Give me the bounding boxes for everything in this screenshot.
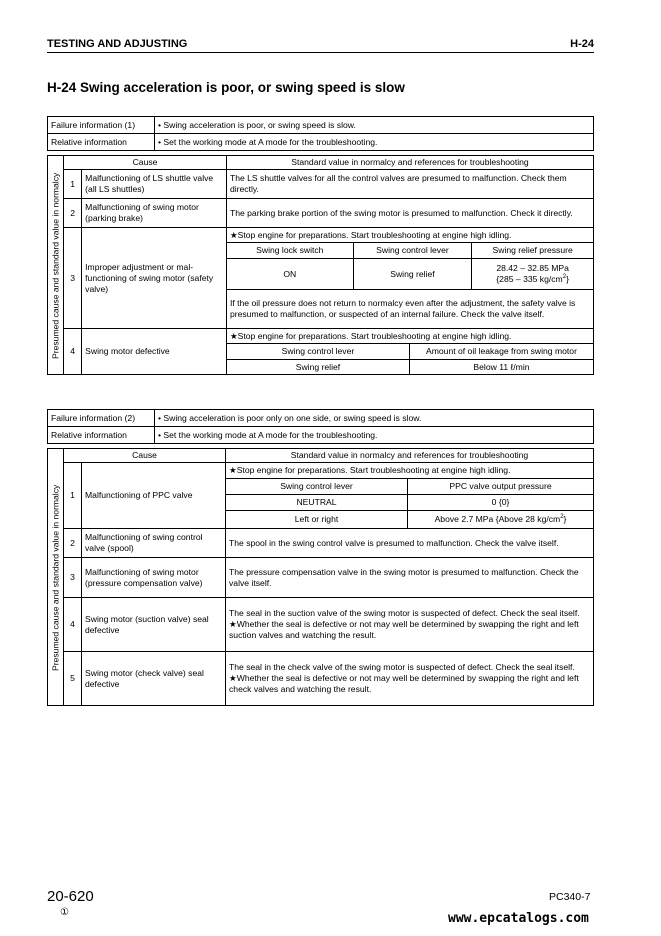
revision-mark: ① [60,907,69,918]
cause-header-2: Cause [64,449,226,463]
cause-cell: Malfunctioning of swing motor (pressure compensation valve) [82,558,226,598]
header-rule [47,52,594,53]
watermark-url: www.epcatalogs.com [448,911,589,926]
col-header: Swing lock switch [226,243,353,259]
value-cell [408,511,594,529]
row-number: 1 [64,463,82,529]
std-cell: The LS shuttle valves for all the control valves are presumed to malfunction. Check them directly. [226,170,593,199]
std-cell [226,652,594,706]
row-number: 4 [64,329,82,375]
failure-label-1: Failure information (1) [48,117,155,134]
value-cell: Swing relief [226,360,409,375]
value-cell: Swing relief [353,259,472,290]
unit-sup: 2 [560,514,564,521]
row-number: 1 [64,170,82,199]
page-title: H-24 Swing acceleration is poor, or swing speed is slow [47,80,405,95]
row-number: 5 [64,652,82,706]
row-number: 2 [64,199,82,228]
relative-label-2: Relative information [48,427,155,444]
std-hint: ★Whether the seal is defective or not may well be determined by swapping the right and left check valves and watching the result. [229,673,579,694]
std-header-1: Standard value in normalcy and references for troubleshooting [226,156,593,170]
pressure-kg-close: } [566,274,569,284]
cause-header-1: Cause [64,156,227,170]
col-header: Amount of oil leakage from swing motor [409,344,593,360]
std-cell: The pressure compensation valve in the swing motor is presumed to malfunction. Check the valve itself. [226,558,594,598]
row-number: 3 [64,558,82,598]
failure-text-2: • Swing acceleration is poor only on one side, or swing speed is slow. [155,410,594,427]
row-number: 4 [64,598,82,652]
pressure-close: } [563,514,567,524]
cause-cell: Swing motor (check valve) seal defective [82,652,226,706]
std-hint: ★Whether the seal is defective or not may well be determined by swapping the right and left suction valves and watching the result. [229,619,579,640]
pressure-value [472,259,594,290]
pressure-text: Above 2.7 MPa {Above 28 kg/cm [434,514,561,524]
cause-cell: Malfunctioning of PPC valve [82,463,226,529]
relative-text-2: • Set the working mode at A mode for the troubleshooting. [155,427,594,444]
value-cell: ON [226,259,353,290]
prep-note: ★Stop engine for preparations. Start troubleshooting at engine high idling. [226,228,593,243]
col-header: Swing control lever [353,243,472,259]
prep-note: ★Stop engine for preparations. Start troubleshooting at engine high idling. [226,463,594,479]
cause-cell: Swing motor (suction valve) seal defective [82,598,226,652]
cause-cell: Malfunctioning of LS shuttle valve (all LS shuttles) [82,170,227,199]
std-text: The seal in the suction valve of the swing motor is suspected of defect. Check the seal itself. [229,608,580,618]
std-text: The seal in the check valve of the swing motor is suspected of defect. Check the seal itself. [229,662,575,672]
relative-text-1: • Set the working mode at A mode for the troubleshooting. [155,134,594,151]
page-number: 20-620 [47,888,94,905]
cause-table-2 [47,448,594,706]
value-cell: NEUTRAL [226,495,408,511]
info-table-1 [47,116,594,151]
col-header: Swing control lever [226,344,409,360]
value-cell: Left or right [226,511,408,529]
info-table-2 [47,409,594,444]
pressure-kg: {285 – 335 kg/cm [496,274,563,284]
failure-label-2: Failure information (2) [48,410,155,427]
value-cell: 0 {0} [408,495,594,511]
pressure-mpa: 28.42 – 32.85 MPa [496,263,569,273]
cause-cell: Improper adjustment or mal-functioning of swing motor (safety valve) [82,228,227,329]
model-number: PC340-7 [549,891,591,903]
relative-label-1: Relative information [48,134,155,151]
cause-cell: Swing motor defective [82,329,227,375]
row-number: 3 [64,228,82,329]
section-code: H-24 [570,38,594,50]
std-cell: The parking brake portion of the swing motor is presumed to malfunction. Check it directly. [226,199,593,228]
std-note: If the oil pressure does not return to normalcy even after the adjustment, the safety valve is presumed to malfunction, or suspected of an internal failure. Check the valve itself. [226,290,593,329]
std-cell [226,598,594,652]
failure-text-1: • Swing acceleration is poor, or swing speed is slow. [155,117,594,134]
value-cell: Below 11 ℓ/min [409,360,593,375]
cause-table-1 [47,155,594,375]
col-header: Swing relief pressure [472,243,594,259]
col-header: PPC valve output pressure [408,479,594,495]
vertical-label-2: Presumed cause and standard value in normalcy [48,449,64,706]
col-header: Swing control lever [226,479,408,495]
unit-sup: 2 [562,274,567,281]
std-header-2: Standard value in normalcy and references for troubleshooting [226,449,594,463]
vertical-label-1: Presumed cause and standard value in normalcy [48,156,64,375]
cause-cell: Malfunctioning of swing motor (parking brake) [82,199,227,228]
prep-note: ★Stop engine for preparations. Start troubleshooting at engine high idling. [226,329,593,344]
cause-cell: Malfunctioning of swing control valve (spool) [82,529,226,558]
section-header: TESTING AND ADJUSTING [47,38,188,50]
row-number: 2 [64,529,82,558]
std-cell: The spool in the swing control valve is presumed to malfunction. Check the valve itself. [226,529,594,558]
